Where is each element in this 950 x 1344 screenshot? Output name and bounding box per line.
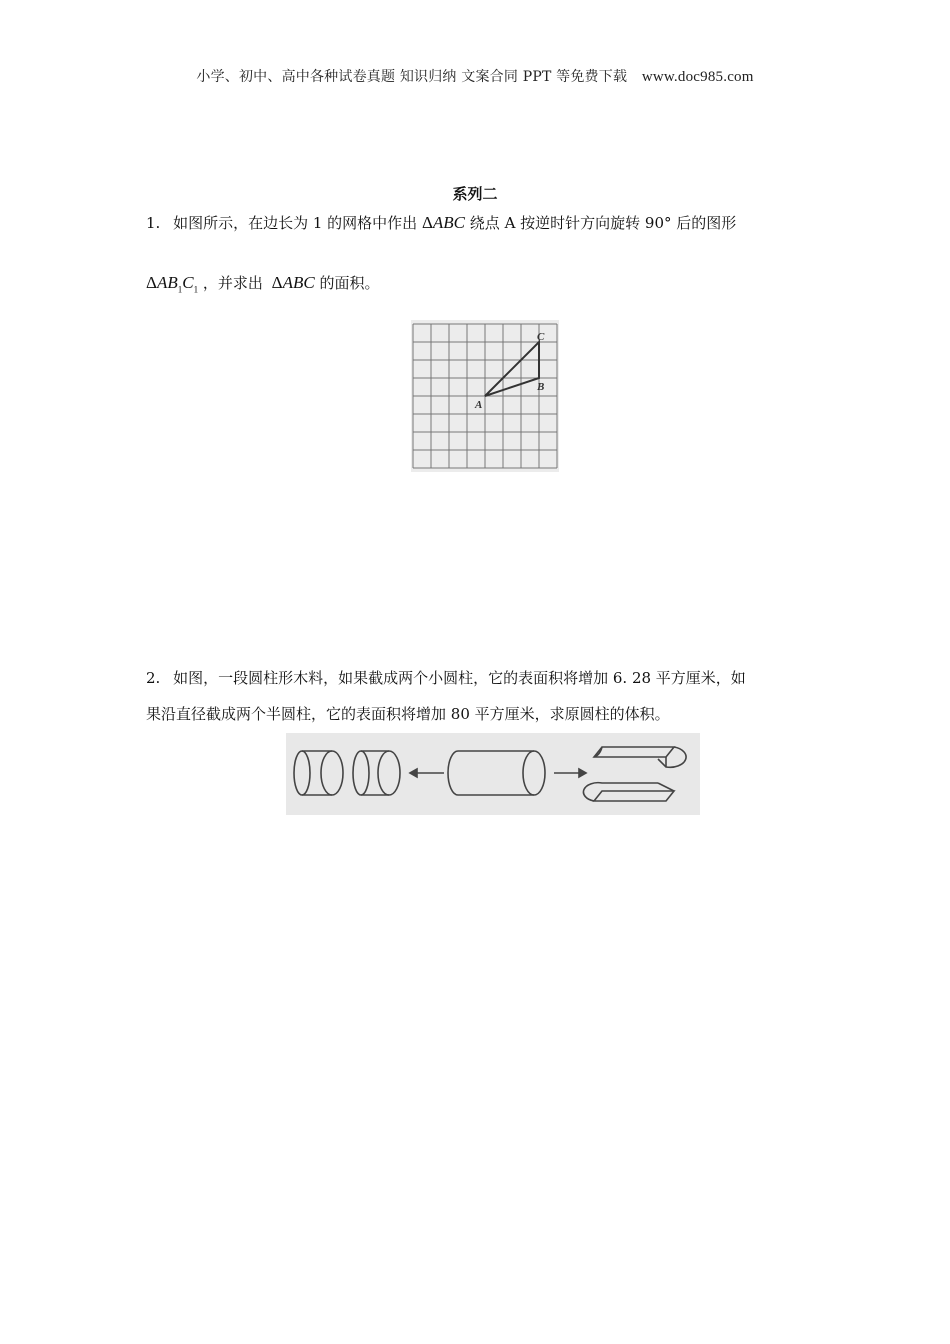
- q1-triangle-ab1c1: $\Delta AB_1C_1$: [146, 273, 199, 295]
- q1-text-b: 绕点 A 按逆时针方向旋转 90° 后的图形: [469, 214, 737, 232]
- q1-triangle-abc-2: ΔABC: [271, 273, 315, 292]
- arrow-right-icon: [554, 769, 586, 777]
- q2-line1: [146, 667, 746, 689]
- q2-text-line1: 如图，一段圆柱形木料，如果截成两个小圆柱，它的表面积将增加 6. 28 平方厘米，如: [173, 669, 746, 687]
- long-cylinder: [448, 751, 545, 795]
- half-cylinder-top: [594, 747, 686, 767]
- triangle-abc: [485, 342, 539, 396]
- q1-text-c: ，并求出: [202, 274, 263, 292]
- small-cylinder-2: [353, 751, 400, 795]
- arrow-left-icon: [410, 769, 444, 777]
- small-cylinder-1: [294, 751, 343, 795]
- q2-line2: 果沿直径截成两个半圆柱，它的表面积将增加 80 平方厘米，求原圆柱的体积。: [146, 705, 670, 723]
- label-b: B: [537, 381, 545, 393]
- q1-text-d: 的面积。: [319, 274, 380, 292]
- q2-cylinder-figure: [286, 733, 700, 815]
- page-header: [0, 66, 950, 86]
- cylinder-svg: [286, 733, 700, 815]
- header-site[interactable]: www.doc985.com: [641, 69, 754, 85]
- q1-text-a: 如图所示，在边长为 1 的网格中作出: [173, 214, 418, 232]
- q1-grid-figure: [411, 320, 559, 472]
- label-c: C: [537, 331, 545, 343]
- q1-line1: [146, 212, 736, 234]
- section-title: 系列二: [452, 185, 498, 203]
- q2-number: 2.: [146, 669, 161, 687]
- half-cylinder-bottom: [583, 783, 674, 801]
- label-a: A: [475, 399, 483, 411]
- grid-svg: [411, 320, 559, 472]
- header-text: 小学、初中、高中各种试卷真题 知识归纳 文案合同 PPT 等免费下载: [196, 69, 628, 85]
- q1-line2: [146, 272, 379, 300]
- q1-number: 1.: [146, 214, 161, 232]
- q1-triangle-abc: ΔABC: [421, 213, 466, 232]
